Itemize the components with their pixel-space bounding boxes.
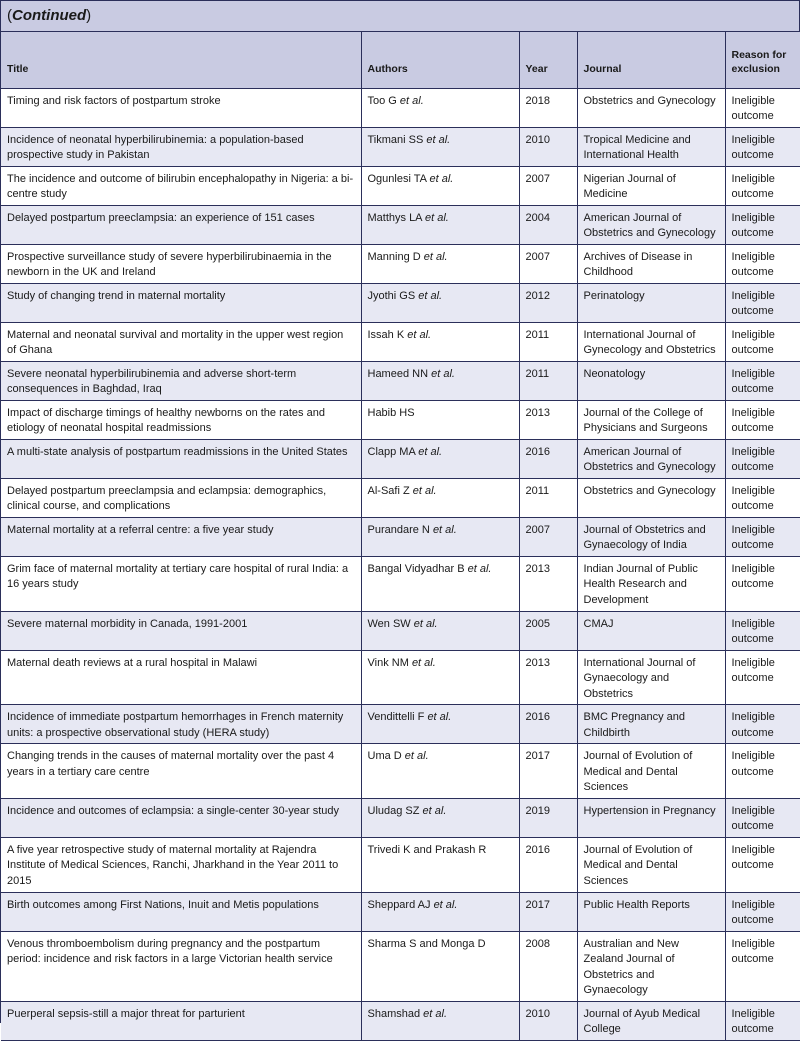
cell-year: 2004 (519, 205, 577, 244)
cell-year: 2008 (519, 931, 577, 1001)
cell-title: Timing and risk factors of postpartum stroke (1, 88, 361, 127)
table-row (1, 283, 800, 322)
cell-reason: Ineligible outcome (725, 931, 800, 1001)
author-etal: et al. (411, 656, 436, 669)
author-names: Vendittelli F (367, 711, 425, 723)
cell-reason: Ineligible outcome (725, 400, 800, 439)
author-etal: et al. (423, 250, 448, 263)
cell-reason: Ineligible outcome (725, 322, 800, 361)
cell-reason: Ineligible outcome (725, 1001, 800, 1040)
cell-journal: Obstetrics and Gynecology (577, 88, 725, 127)
author-names: Too G (367, 94, 397, 107)
author-names: Hameed NN (367, 367, 429, 380)
cell-authors (361, 798, 519, 837)
cell-authors (361, 1001, 519, 1040)
cell-title: Venous thromboembolism during pregnancy and the postpartum period: incidence and risk factors in a large Victorian health service (1, 931, 361, 1001)
author-names: Ogunlesi TA (367, 172, 427, 185)
author-names: Bangal Vidyadhar B (367, 562, 465, 575)
table-row (1, 439, 800, 478)
author-etal: et al. (424, 211, 449, 224)
cell-title: A multi-state analysis of postpartum readmissions in the United States (1, 439, 361, 478)
author-names: Uludag SZ (367, 804, 420, 817)
table-row (1, 88, 800, 127)
table-row (1, 166, 800, 205)
cell-year: 2016 (519, 705, 577, 744)
cell-authors (361, 166, 519, 205)
cell-title: Delayed postpartum preeclampsia: an experience of 151 cases (1, 205, 361, 244)
cell-reason: Ineligible outcome (725, 892, 800, 931)
cell-year: 2012 (519, 283, 577, 322)
cell-authors (361, 744, 519, 799)
author-names: Issah K (367, 328, 405, 341)
table-row (1, 556, 800, 611)
header-authors: Authors (361, 32, 519, 88)
cell-title: Study of changing trend in maternal mortality (1, 283, 361, 322)
author-names: Uma D (367, 750, 402, 762)
cell-journal: Journal of Evolution of Medical and Dental Sciences (577, 837, 725, 892)
cell-reason: Ineligible outcome (725, 361, 800, 400)
table-row (1, 400, 800, 439)
cell-journal: Journal of Ayub Medical College (577, 1001, 725, 1040)
author-names: Sheppard AJ (367, 898, 431, 911)
header-row (1, 32, 800, 88)
cell-year: 2018 (519, 88, 577, 127)
author-names: Clapp MA (367, 445, 416, 458)
continued-open: ( (7, 7, 12, 24)
cell-reason: Ineligible outcome (725, 283, 800, 322)
cell-authors (361, 244, 519, 283)
author-etal: et al. (429, 172, 454, 185)
cell-reason: Ineligible outcome (725, 127, 800, 166)
author-etal: et al. (432, 523, 457, 536)
cell-journal: Perinatology (577, 283, 725, 322)
cell-authors (361, 439, 519, 478)
cell-authors (361, 478, 519, 517)
cell-year: 2007 (519, 517, 577, 556)
cell-authors (361, 705, 519, 744)
cell-reason: Ineligible outcome (725, 88, 800, 127)
table-row (1, 892, 800, 931)
cell-authors (361, 556, 519, 611)
cell-authors (361, 611, 519, 650)
cell-journal: International Journal of Gynecology and Obstetrics (577, 322, 725, 361)
cell-authors (361, 283, 519, 322)
author-etal: et al. (412, 484, 437, 497)
table-row (1, 798, 800, 837)
cell-authors (361, 205, 519, 244)
table-row (1, 478, 800, 517)
cell-reason: Ineligible outcome (725, 611, 800, 650)
cell-authors (361, 892, 519, 931)
author-etal: et al. (431, 367, 455, 380)
author-names: Sharma S and Monga D (367, 937, 486, 950)
author-names: Habib HS (367, 406, 415, 419)
cell-year: 2017 (519, 744, 577, 799)
cell-title: Severe neonatal hyperbilirubinemia and adverse short-term consequences in Baghdad, Iraq (1, 361, 361, 400)
cell-year: 2007 (519, 166, 577, 205)
cell-year: 2005 (519, 611, 577, 650)
cell-title: A five year retrospective study of maternal mortality at Rajendra Institute of Medical Sciences, Ranchi, Jharkhand in the Year 2011 to 2015 (1, 837, 361, 892)
cell-reason: Ineligible outcome (725, 650, 800, 705)
author-names: Vink NM (367, 656, 409, 669)
author-etal: et al. (423, 1007, 448, 1020)
exclusion-table (1, 32, 800, 1041)
cell-authors (361, 127, 519, 166)
author-names: Manning D (367, 250, 421, 263)
author-names: Matthys LA (367, 211, 422, 224)
cell-journal: Journal of Obstetrics and Gynaecology of India (577, 517, 725, 556)
author-etal: et al. (418, 289, 443, 302)
table-row (1, 205, 800, 244)
cell-authors (361, 650, 519, 705)
table-row (1, 650, 800, 705)
cell-title: Changing trends in the causes of maternal mortality over the past 4 years in a tertiary care centre (1, 744, 361, 799)
cell-journal: Tropical Medicine and International Health (577, 127, 725, 166)
author-etal: et al. (404, 750, 429, 762)
cell-title: Puerperal sepsis-still a major threat for parturient (1, 1001, 361, 1040)
cell-year: 2007 (519, 244, 577, 283)
cell-authors (361, 837, 519, 892)
header-title: Title (1, 32, 361, 88)
table-row (1, 244, 800, 283)
author-etal: et al. (418, 445, 443, 458)
cell-title: Prospective surveillance study of severe hyperbilirubinaemia in the newborn in the UK and Ireland (1, 244, 361, 283)
author-names: Tikmani SS (367, 133, 424, 146)
cell-journal: CMAJ (577, 611, 725, 650)
table-row (1, 744, 800, 799)
author-etal: et al. (427, 711, 452, 723)
cell-year: 2013 (519, 650, 577, 705)
cell-journal: BMC Pregnancy and Childbirth (577, 705, 725, 744)
cell-reason: Ineligible outcome (725, 798, 800, 837)
cell-title: Incidence of neonatal hyperbilirubinemia: a population-based prospective study in Pakistan (1, 127, 361, 166)
cell-year: 2013 (519, 400, 577, 439)
cell-journal: Obstetrics and Gynecology (577, 478, 725, 517)
cell-reason: Ineligible outcome (725, 166, 800, 205)
cell-title: Maternal mortality at a referral centre: a five year study (1, 517, 361, 556)
table-row (1, 611, 800, 650)
cell-year: 2019 (519, 798, 577, 837)
cell-year: 2010 (519, 127, 577, 166)
author-names: Al-Safi Z (367, 484, 410, 497)
table-row (1, 322, 800, 361)
cell-journal: Hypertension in Pregnancy (577, 798, 725, 837)
author-names: Wen SW (367, 617, 411, 630)
cell-authors (361, 88, 519, 127)
continued-banner (1, 1, 799, 32)
author-etal: et al. (426, 133, 451, 146)
cell-journal: American Journal of Obstetrics and Gynecology (577, 205, 725, 244)
table-row (1, 127, 800, 166)
cell-year: 2013 (519, 556, 577, 611)
cell-authors (361, 517, 519, 556)
author-etal: et al. (407, 328, 432, 341)
cell-reason: Ineligible outcome (725, 556, 800, 611)
cell-journal: American Journal of Obstetrics and Gynecology (577, 439, 725, 478)
cell-authors (361, 931, 519, 1001)
continued-label: Continued (12, 7, 87, 24)
cell-title: Impact of discharge timings of healthy newborns on the rates and etiology of neonatal hospital readmissions (1, 400, 361, 439)
cell-year: 2011 (519, 322, 577, 361)
cell-journal: Archives of Disease in Childhood (577, 244, 725, 283)
author-names: Jyothi GS (367, 289, 416, 302)
table-row (1, 931, 800, 1001)
cell-journal: Public Health Reports (577, 892, 725, 931)
cell-title: Delayed postpartum preeclampsia and eclampsia: demographics, clinical course, and complications (1, 478, 361, 517)
cell-title: Incidence and outcomes of eclampsia: a single-center 30-year study (1, 798, 361, 837)
cell-reason: Ineligible outcome (725, 517, 800, 556)
table-row (1, 517, 800, 556)
table-row (1, 705, 800, 744)
cell-authors (361, 361, 519, 400)
cell-reason: Ineligible outcome (725, 244, 800, 283)
cell-authors (361, 322, 519, 361)
continued-close: ) (86, 7, 92, 24)
cell-title: Maternal death reviews at a rural hospital in Malawi (1, 650, 361, 705)
cell-year: 2017 (519, 892, 577, 931)
author-names: Purandare N (367, 523, 430, 536)
cell-journal: Neonatology (577, 361, 725, 400)
cell-title: Maternal and neonatal survival and mortality in the upper west region of Ghana (1, 322, 361, 361)
cell-reason: Ineligible outcome (725, 439, 800, 478)
cell-year: 2011 (519, 478, 577, 517)
cell-year: 2011 (519, 361, 577, 400)
cell-reason: Ineligible outcome (725, 205, 800, 244)
author-etal: et al. (433, 898, 458, 911)
cell-title: Severe maternal morbidity in Canada, 1991-2001 (1, 611, 361, 650)
table-row (1, 361, 800, 400)
table-row (1, 837, 800, 892)
cell-journal: Nigerian Journal of Medicine (577, 166, 725, 205)
header-year: Year (519, 32, 577, 88)
cell-title: Grim face of maternal mortality at tertiary care hospital of rural India: a 16 years study (1, 556, 361, 611)
cell-title: The incidence and outcome of bilirubin encephalopathy in Nigeria: a bi-centre study (1, 166, 361, 205)
author-names: Shamshad (367, 1007, 421, 1020)
cell-authors (361, 400, 519, 439)
cell-reason: Ineligible outcome (725, 478, 800, 517)
cell-journal: Journal of the College of Physicians and Surgeons (577, 400, 725, 439)
table-body (1, 88, 800, 1040)
author-etal: et al. (467, 562, 492, 575)
author-names: Trivedi K and Prakash R (367, 843, 487, 856)
cell-reason: Ineligible outcome (725, 744, 800, 799)
cell-journal: Indian Journal of Public Health Research and Development (577, 556, 725, 611)
author-etal: et al. (399, 94, 424, 107)
cell-year: 2016 (519, 439, 577, 478)
cell-year: 2016 (519, 837, 577, 892)
cell-year: 2010 (519, 1001, 577, 1040)
cell-journal: International Journal of Gynaecology and Obstetrics (577, 650, 725, 705)
cell-reason: Ineligible outcome (725, 837, 800, 892)
cell-reason: Ineligible outcome (725, 705, 800, 744)
cell-title: Incidence of immediate postpartum hemorrhages in French maternity units: a prospective observational study (HERA study) (1, 705, 361, 744)
cell-title: Birth outcomes among First Nations, Inuit and Metis populations (1, 892, 361, 931)
author-etal: et al. (422, 804, 447, 817)
cell-journal: Australian and New Zealand Journal of Obstetrics and Gynaecology (577, 931, 725, 1001)
header-reason: Reason for exclusion (725, 32, 800, 88)
cell-journal: Journal of Evolution of Medical and Dental Sciences (577, 744, 725, 799)
author-etal: et al. (413, 617, 438, 630)
header-journal: Journal (577, 32, 725, 88)
table-row (1, 1001, 800, 1040)
